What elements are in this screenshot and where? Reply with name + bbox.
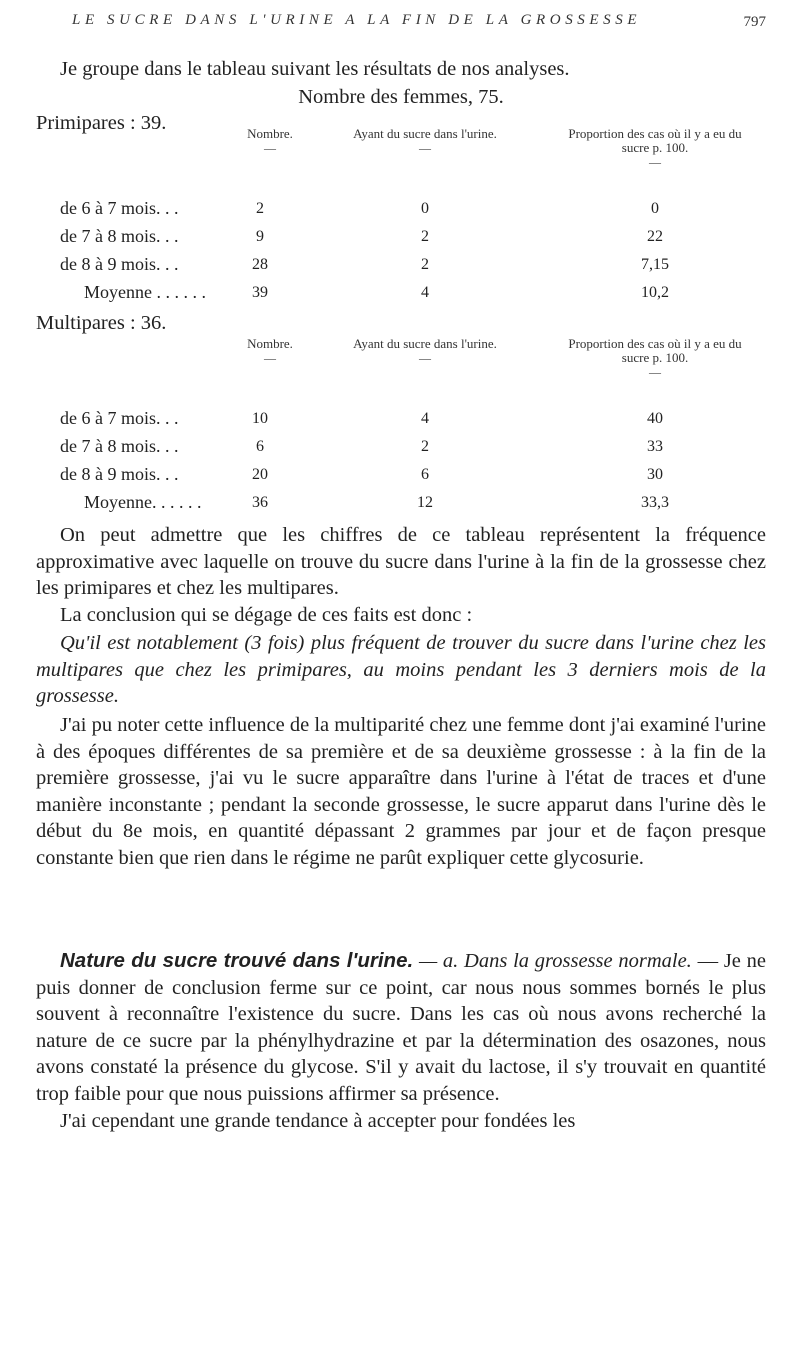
intro-line: Je groupe dans le tableau suivant les résultats de nos analyses. (60, 58, 570, 80)
cell-nombre: 2 (256, 200, 264, 217)
row-label: de 8 à 9 mois. . . (60, 464, 179, 484)
col-proportion-header-1 (560, 127, 750, 169)
col-nombre-label-2: Nombre. (247, 336, 293, 351)
cell-ayant: 2 (421, 256, 429, 273)
col-proportion-dash-1: — (649, 155, 661, 169)
cell-proportion: 33,3 (641, 494, 669, 511)
paragraph-interpretation: On peut admettre que les chiffres de ce tableau représentent la fréquence approximative avec laquelle on trouve du sucre dans l'urine à la fin de la grossesse chez les primipares et chez les multipares. (36, 524, 766, 599)
cell-nombre: 36 (252, 494, 268, 511)
paragraph-conclusion (36, 630, 766, 710)
cell-nombre: 6 (256, 438, 264, 455)
paragraph-conclusion-intro: La conclusion qui se dégage de ces faits est donc : (60, 604, 473, 626)
cell-ayant: 4 (421, 410, 429, 427)
cell-proportion: 22 (647, 228, 663, 245)
cell-proportion: 33 (647, 438, 663, 455)
cell-ayant: 12 (417, 494, 433, 511)
col-ayant-dash-1: — (419, 141, 431, 155)
women-count: Nombre des femmes, 75. (298, 86, 504, 108)
section-heading: Nature du sucre trouvé dans l'urine. (60, 949, 414, 972)
cell-ayant: 2 (421, 438, 429, 455)
cell-proportion: 10,2 (641, 284, 669, 301)
cell-ayant: 0 (421, 200, 429, 217)
cell-nombre: 9 (256, 228, 264, 245)
row-label: Moyenne . . . . . . (84, 282, 206, 302)
col-proportion-dash-2: — (649, 365, 661, 379)
col-proportion-label-2: Proportion des cas où il y a eu du sucre p. 100. (568, 336, 742, 365)
row-label: de 6 à 7 mois. . . (60, 408, 179, 428)
primipares-heading: Primipares : 39. (36, 112, 167, 134)
col-nombre-label-1: Nombre. (247, 126, 293, 141)
cell-nombre: 39 (252, 284, 268, 301)
paragraph-case-observation: J'ai pu noter cette influence de la multiparité chez une femme dont j'ai examiné l'urine à des époques différentes de sa première et de sa deuxième grossesse : à la fin de la première grossesse, j'ai vu le sucre apparaître dans l'urine à l'état de traces et d'une manière inconstante ; pendant la seconde grossesse, le sucre apparut dans l'urine dès le début du 8e mois, en quantité dépassant 2 grammes par jour et de façon presque constante bien que rien dans le régime ne parût expliquer cette glycosurie. (36, 714, 766, 869)
cell-proportion: 40 (647, 410, 663, 427)
paragraph-final: J'ai cependant une grande tendance à accepter pour fondées les (60, 1110, 576, 1132)
cell-nombre: 20 (252, 466, 268, 483)
row-label: de 6 à 7 mois. . . (60, 198, 179, 218)
col-ayant-header-1 (350, 127, 500, 155)
col-ayant-header-2 (350, 337, 500, 365)
col-ayant-dash-2: — (419, 351, 431, 365)
section-body: — Je ne puis donner de conclusion ferme sur ce point, car nous nous sommes bornés le plus souvent à reconnaître l'existence du sucre. Dans les cas où nous avons recherché la nature de ce sucre par la phénylhydrazine et par la détermination des osazones, nous avons constaté la présence du glycose. S'il y avait du lactose, il s'y trouvait en quantité trop faible pour que nous puissions affirmer sa présence. (36, 950, 766, 1105)
row-label: de 7 à 8 mois. . . (60, 226, 179, 246)
multipares-heading: Multipares : 36. (36, 312, 167, 334)
col-nombre-dash-2: — (264, 351, 276, 365)
col-nombre-dash-1: — (264, 141, 276, 155)
col-ayant-label-1: Ayant du sucre dans l'urine. (353, 126, 497, 141)
row-label: de 8 à 9 mois. . . (60, 254, 179, 274)
conclusion-text: Qu'il est notablement (3 fois) plus fréquent de trouver du sucre dans l'urine chez les multipares que chez les primipares, au moins pendant les 3 derniers mois de la grossesse. (36, 632, 766, 707)
row-label: Moyenne. . . . . . (84, 492, 202, 512)
cell-ayant: 2 (421, 228, 429, 245)
page-number: 797 (743, 14, 766, 30)
cell-ayant: 6 (421, 466, 429, 483)
cell-proportion: 7,15 (641, 256, 669, 273)
row-label: de 7 à 8 mois. . . (60, 436, 179, 456)
cell-nombre: 10 (252, 410, 268, 427)
cell-proportion: 0 (651, 200, 659, 217)
col-ayant-label-2: Ayant du sucre dans l'urine. (353, 336, 497, 351)
subsection-heading: — a. Dans la grossesse normale. (413, 950, 692, 972)
col-nombre-header-2 (225, 337, 315, 365)
paragraph-sugar-nature (36, 948, 766, 1107)
running-head: LE SUCRE DANS L'URINE A LA FIN DE LA GROSSESSE (72, 12, 642, 28)
col-proportion-header-2 (560, 337, 750, 379)
col-proportion-label-1: Proportion des cas où il y a eu du sucre p. 100. (568, 126, 742, 155)
col-nombre-header-1 (225, 127, 315, 155)
cell-nombre: 28 (252, 256, 268, 273)
cell-proportion: 30 (647, 466, 663, 483)
cell-ayant: 4 (421, 284, 429, 301)
